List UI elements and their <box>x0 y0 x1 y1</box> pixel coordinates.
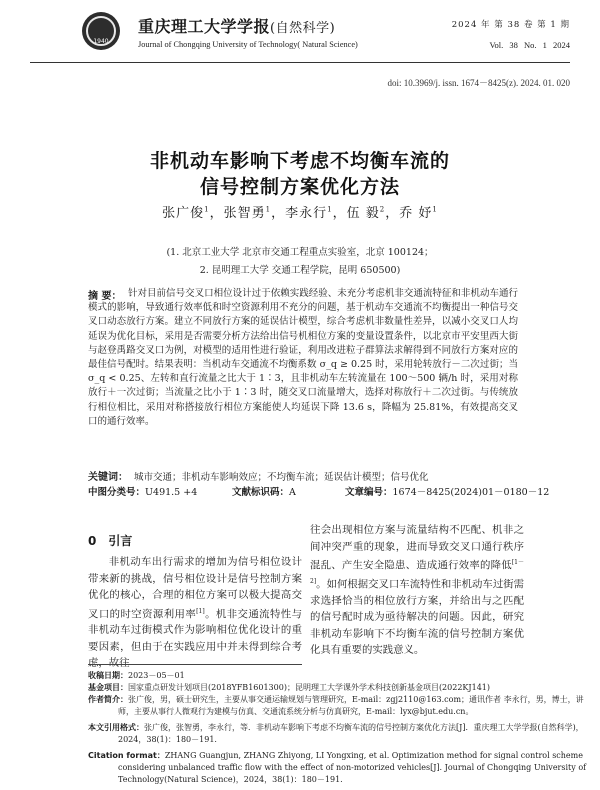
keywords-text: 城市交通；非机动车影响效应；不均衡车流；延误估计模型；信号优化 <box>134 472 429 483</box>
keywords <box>88 468 518 483</box>
section-heading <box>88 532 132 549</box>
footnote-received <box>88 670 560 682</box>
author-affil-mark: 2 <box>379 205 386 214</box>
author-bio-label: 作者简介： <box>88 695 128 704</box>
doc-code-value: A <box>289 487 296 498</box>
clc-number <box>88 484 197 498</box>
affiliation-line-2: 2. 昆明理工大学 交通工程学院，昆明 650500) <box>199 265 401 276</box>
author-name: 李永行 <box>285 206 328 221</box>
citation-en <box>88 750 590 786</box>
abstract-label: 摘 要： <box>88 291 122 302</box>
author-name: 张广俊 <box>162 206 205 221</box>
affiliation-line-1: (1. 北京工业大学 北京市交通工程重点实验室，北京 100124； <box>166 247 434 258</box>
fund-text: 国家重点研发计划项目(2018YFB1601300)；昆明理工大学课外学术科技创新基金项目(2022KJ141) <box>128 683 490 692</box>
article-number <box>345 484 549 498</box>
received-date: 2023－05－01 <box>128 671 185 680</box>
citation-ref[interactable]: [1－2] <box>310 559 524 585</box>
author-name: 张智勇 <box>223 206 266 221</box>
footnote-author <box>88 694 590 718</box>
footnote-rule <box>88 664 302 665</box>
author-name: 伍 毅 <box>346 206 380 221</box>
journal-title-en: Journal of Chongqing University of Technology( Natural Science) <box>138 40 358 49</box>
author-affil-mark: 1 <box>265 205 272 214</box>
paper-title-line-2: 信号控制方案优化方法 <box>199 176 400 198</box>
citation-cn-text: 张广俊，张智勇，李永行，等．非机动车影响下考虑不均衡车流的信号控制方案优化方法[J]．重庆理工大学学报(自然科学)，2024，38(1)：180－191. <box>118 723 584 744</box>
paragraph-text: 非机动车出行需求的增加为信号相位设计带来新的挑战，信号相位设计是信号控制方案优化的核心，合理的相位方案可以极大提高交叉口的时空资源利用率 <box>88 556 302 620</box>
citation-cn-label: 本文引用格式： <box>88 723 144 732</box>
paper-title-line-1: 非机动车影响下考虑不均衡车流的 <box>149 150 450 172</box>
body-column-right <box>310 522 524 659</box>
section-number: 0 <box>88 534 97 548</box>
author-affil-mark: 1 <box>204 205 210 214</box>
author-name: 乔 妤 <box>399 206 433 221</box>
keywords-label: 关键词： <box>88 472 128 483</box>
journal-title-cn <box>138 14 335 37</box>
abstract-body <box>88 287 518 429</box>
journal-name-cn: 重庆理工大学学报 <box>138 17 271 36</box>
abstract-text: 针对目前信号交叉口相位设计过于依赖实践经验、未充分考虑机非交通流特征和非机动车通行模式的影响，导致通行效率低和时空资源利用不充分的问题，基于机动车交通流不均衡提出一种信号交叉口动态放行方案。建立不同放行方案的延误估计模型，综合考虑机非数量性差异，以减小交叉口人均延误为优化目标，采用是否需要分析方法给出信号机相位方案的变量设置条件，以北京市平安里西大街与赵登禹路交叉口为例，对模型的适用性进行验证，利用改进粒子群算法求解得到不同放行方案对应的最佳信号配时。结果表明：当机动车交通流不均衡系数 σ_q ≥ 0.25 时，采用轮转放行－二次过街；当 σ_q < 0.25、左转和直行流量之比大于 1∶3，且非机动车左转流量在 100～500 辆/h 时，采用对称放行＋一次过街；当流量之比小于 1∶3 时，随交叉口流量增大，选择对称放行＋二次过街。与传统放行相位相比，采用对称搭接放行相位方案能使人均延误下降 13.6 s，降幅为 25.81%，有效提高交叉口的通行效率。 <box>88 288 518 427</box>
paragraph-text: 。机非交通流特性与非机动车过街模式作为影响相位优化设计的重要因素，但由于在实践应用中并未得到综合考虑，故往 <box>88 607 303 670</box>
document-code <box>232 484 296 498</box>
journal-subtitle-cn: (自然科学) <box>270 21 336 36</box>
body-column-left <box>88 554 302 672</box>
received-label: 收稿日期： <box>88 671 128 680</box>
footnote-fund <box>88 682 560 694</box>
author-bio-text: 张广俊，男，硕士研究生，主要从事交通运输规划与管理研究，E-mail：zgj2110@163.com；通讯作者 李永行，男，博士，讲师，主要从事行人微观行为建模与仿真、交通流系统分析与仿真研究，E-mail：lyx@bjut.edu.cn。 <box>118 695 584 716</box>
author-list: 张广俊$^1$，张智勇$^1$，李永行$^1$，伍 毅$^2$，乔 妤$^1$ <box>162 205 438 221</box>
issue-info-cn: 2024 年 第 38 卷 第 1 期 <box>451 20 570 30</box>
author-affil-mark: 1 <box>327 205 333 214</box>
clc-label: 中图分类号： <box>88 487 146 498</box>
section-title: 引言 <box>108 534 133 548</box>
paragraph-text: 往会出现相位方案与流量结构不匹配、机非之间冲突严重的现象，进而导致交叉口通行秩序混乱、产生安全隐患、造成通行效率的降低 <box>310 524 524 572</box>
logo-year: 1940 <box>93 38 109 45</box>
citation-en-label: Citation format： <box>88 751 165 760</box>
journal-logo <box>82 12 120 50</box>
citation-cn <box>88 722 590 746</box>
doi[interactable]: doi: 10.3969/j. issn. 1674－8425(z). 2024. 01. 020 <box>387 78 570 88</box>
citation-en-text: ZHANG Guangjun, ZHANG Zhiyong, LI Yongxing, et al. Optimization method for signal control scheme considering unbalanced traffic flow with the effect of non-motorized vehicles[J]. Journal of Chongqing University of Technology(Natural Science)，2024，38(1)：180－191. <box>118 751 587 784</box>
paragraph <box>88 554 302 672</box>
paragraph <box>310 522 524 659</box>
article-number-value: 1674－8425(2024)01－0180－12 <box>392 487 550 498</box>
doc-code-label: 文献标识码： <box>232 487 290 498</box>
article-number-label: 文章编号： <box>345 487 393 498</box>
header-rule <box>30 62 570 63</box>
fund-label: 基金项目： <box>88 683 128 692</box>
issue-info-en: Vol. 38 No. 1 2024 <box>489 40 570 50</box>
citation-ref[interactable]: [1] <box>196 607 205 615</box>
author-affil-mark: 1 <box>432 205 438 214</box>
paragraph-text: 。如何根据交叉口车流特性和非机动车过街需求选择恰当的相位放行方案，并给出与之匹配的信号配时成为亟待解决的问题。因此，研究非机动车影响下不均衡车流的信号控制方案优化具有重要的实践意义。 <box>310 578 524 657</box>
clc-value: U491.5 +4 <box>145 487 198 498</box>
